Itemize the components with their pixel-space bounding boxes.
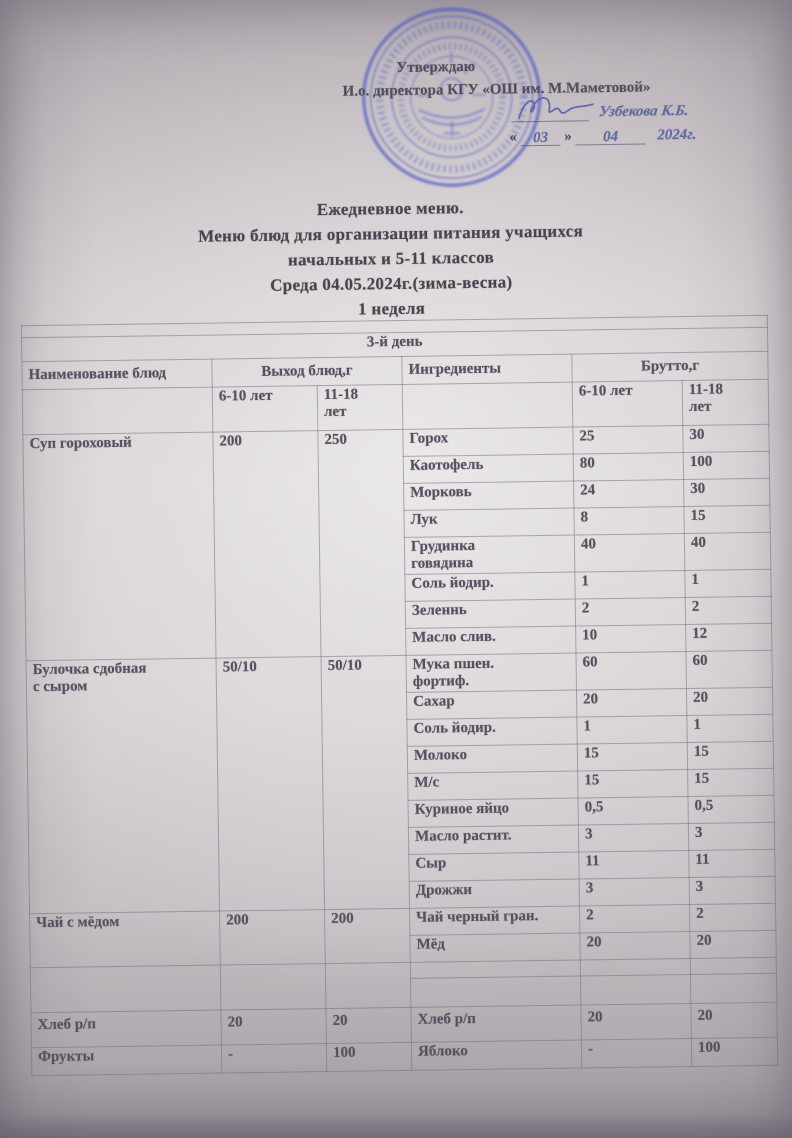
gross-senior-cell: 3 [688,822,774,850]
gross-senior-cell: 1 [687,714,773,742]
gross-junior-cell: 24 [574,480,684,509]
gross-junior-cell: 8 [574,507,684,536]
signature-name: Узбекова К.Б. [597,102,690,121]
ingredient-cell: Каотофель [403,454,573,483]
gross-senior-cell [690,957,776,974]
approval-date-line [509,127,696,147]
gross-junior-cell: - [581,1038,691,1068]
yield-junior-cell: 20 [221,1009,326,1045]
ingredient-cell: Соль йодир. [405,572,575,601]
yield-senior-cell [325,962,411,1008]
ingredient-cell: Лук [404,508,574,537]
gross-senior-cell: 11 [689,849,775,877]
title-line-4: Среда 04.05.2024г.(зима-весна) [270,272,513,295]
gross-junior-cell: 3 [578,823,688,852]
gross-junior-cell: 1 [577,716,687,745]
date-year: 2024г. [657,126,697,144]
yield-senior-cell: 250 [318,429,406,656]
yield-junior-cell: 200 [213,431,321,658]
dish-cell: Суп гороховый [23,432,216,661]
signature-blank [511,105,589,122]
yield-junior-cell: 200 [220,910,326,965]
subheader-age-junior: 6-10 лет [572,381,683,428]
gross-junior-cell: 80 [573,453,683,482]
col-header-ingredients: Ингредиенты [402,354,572,384]
yield-junior-cell: 50/10 [216,657,325,911]
gross-junior-cell: 60 [576,652,687,691]
gross-senior-cell [690,973,776,1003]
title-line-1: Ежедневное меню. [316,198,464,220]
subheader-age-senior: 11-18 лет [317,384,403,430]
menu-table-body [21,315,777,1075]
handwritten-signature-icon [513,91,597,126]
gross-junior-cell: 15 [578,769,688,798]
gross-senior-cell: 60 [686,650,773,688]
gross-senior-cell: 30 [684,478,770,506]
ingredient-cell: Яблоко [411,1040,581,1070]
ingredient-cell: Молоко [407,744,577,773]
ingredient-cell: Чай черный гран. [410,906,580,935]
gross-junior-cell: 25 [573,426,683,455]
title-line-3: начальных и 5-11 классов [287,247,495,270]
ingredient-cell: Морковь [404,481,574,510]
yield-junior-cell [220,964,326,1010]
gross-junior-cell: 40 [574,534,685,573]
dish-cell: Чай с мёдом [30,911,221,968]
gross-junior-cell: 10 [576,625,686,654]
gross-junior-cell: 0,5 [578,796,688,825]
ingredient-cell [411,976,581,1007]
gross-junior-cell: 15 [577,743,687,772]
gross-senior-cell: 3 [689,876,775,904]
ingredient-cell: М/с [408,771,578,800]
gross-senior-cell: 30 [683,424,769,452]
date-quote-open: « [509,129,517,146]
ingredient-cell: Зеленнь [405,599,575,628]
col-header-gross: Брутто,г [572,351,768,382]
col-header-dish: Наименование блюд [22,359,212,390]
gross-senior-cell: 100 [691,1037,777,1066]
gross-senior-cell: 15 [688,768,774,796]
ingredient-cell: Мука пшен. фортиф. [406,653,577,692]
title-line-2: Меню блюд для организации питания учащихся [197,221,584,246]
gross-senior-cell: 100 [683,451,769,479]
subheader-age-senior: 11-18 лет [682,379,769,425]
approval-director-line: И.о. директора КГУ «ОШ им. М.Маметовой» [342,79,651,100]
menu-table [21,315,778,1076]
date-quote-close: » [564,128,572,145]
title-line-5: 1 неделя [357,298,426,319]
ingredient-cell: Горох [403,427,573,456]
empty-cell [402,382,573,429]
yield-senior-cell: 200 [325,908,411,963]
empty-cell [22,387,213,435]
ingredient-cell: Сахар [407,690,577,719]
gross-senior-cell: 0,5 [688,795,774,823]
subheader-age-junior: 6-10 лет [212,386,318,432]
gross-junior-cell: 20 [576,689,686,718]
document-title-block [0,191,788,327]
ingredient-cell: Соль йодир. [407,717,577,746]
yield-junior-cell: - [221,1044,326,1073]
date-day: 03 [520,130,560,147]
ingredient-cell: Хлеб р/п [411,1005,581,1042]
date-month: 04 [575,129,645,146]
approval-signature-line [511,103,689,122]
gross-senior-cell: 40 [684,532,771,570]
gross-junior-cell: 2 [580,904,690,933]
gross-senior-cell: 15 [687,741,773,769]
yield-senior-cell: 50/10 [321,655,410,909]
gross-junior-cell: 1 [575,571,685,600]
gross-senior-cell: 1 [685,569,771,597]
ingredient-cell: Мёд [410,933,580,962]
ingredient-cell: Куриное яйцо [408,798,578,827]
gross-senior-cell: 2 [690,903,776,931]
ingredient-cell: Дрожжи [409,879,579,908]
gross-senior-cell: 20 [690,930,776,958]
ingredient-cell: Масло растит. [408,825,578,854]
col-header-yield: Выход блюд,г [212,356,402,387]
dish-cell: Фрукты [31,1045,221,1076]
ingredient-cell: Масло слив. [406,626,576,655]
gross-junior-cell: 11 [579,850,689,879]
dish-cell: Булочка сдобная с сыром [26,658,220,914]
yield-senior-cell: 100 [326,1042,411,1071]
ingredient-cell: Сыр [409,852,579,881]
gross-junior-cell [580,958,690,976]
dish-cell [30,965,221,1013]
gross-senior-cell: 20 [691,1002,778,1038]
gross-junior-cell: 2 [575,598,685,627]
approval-approved-label: Утверждаю [396,58,476,76]
yield-senior-cell: 20 [326,1007,411,1043]
gross-junior-cell: 20 [580,931,690,960]
gross-junior-cell: 3 [579,877,689,906]
gross-junior-cell [580,974,690,1005]
dish-cell: Хлеб р/п [31,1010,221,1048]
photo-bottom-shadow [0,1114,792,1138]
ingredient-cell: Грудинка говядина [404,535,575,574]
gross-senior-cell: 20 [686,687,772,715]
gross-senior-cell: 12 [686,623,772,651]
gross-senior-cell: 2 [685,596,771,624]
day-header: 3-й день [22,327,768,361]
gross-junior-cell: 20 [581,1003,691,1040]
gross-senior-cell: 15 [684,505,770,533]
